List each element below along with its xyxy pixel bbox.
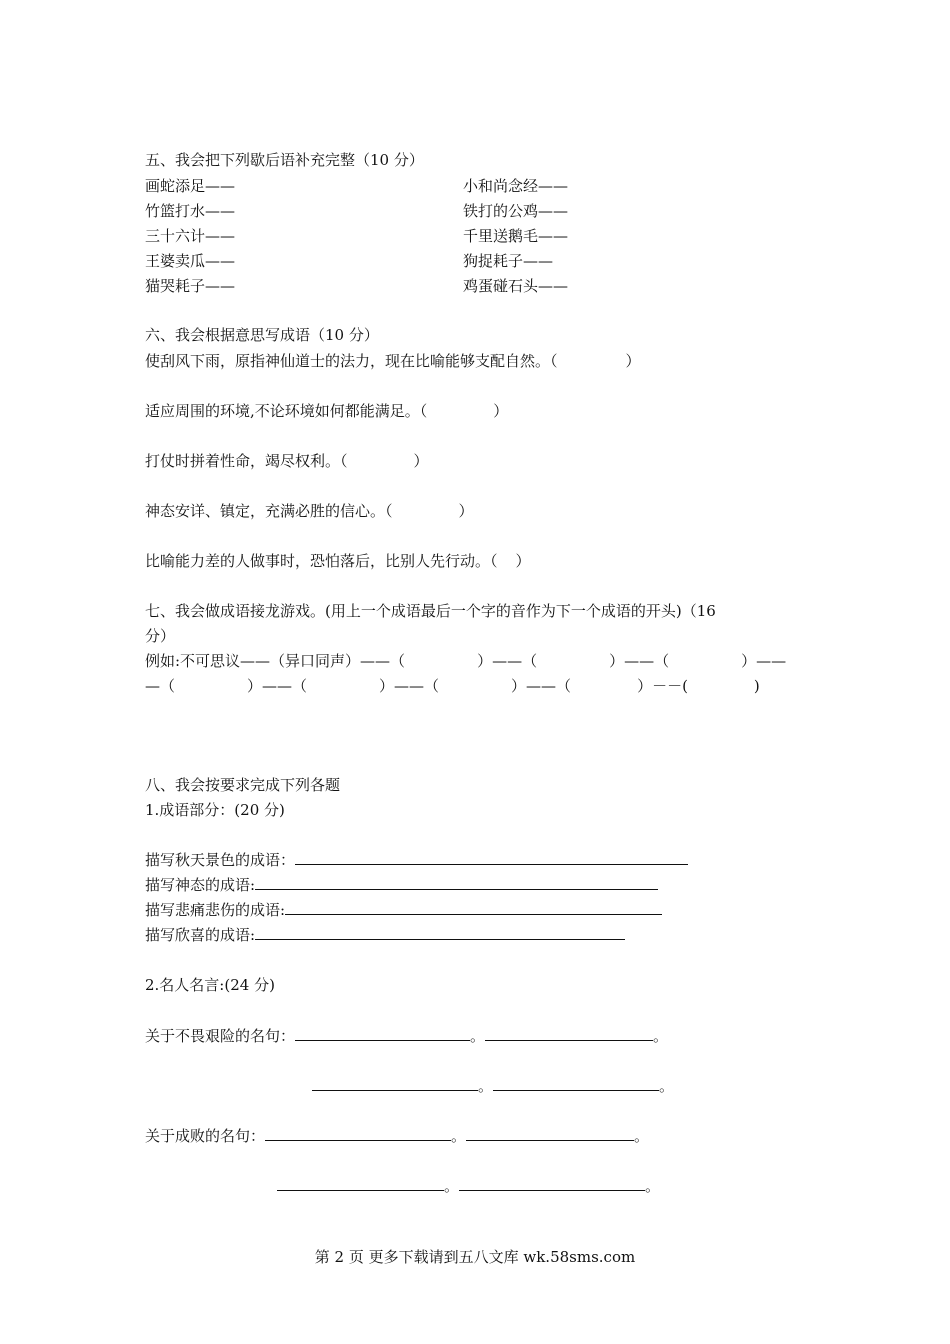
quote-hardship-line2: 。 。: [312, 1076, 674, 1096]
quote-success-line1: 关于成败的名句： 。 。: [145, 1127, 650, 1145]
answer-line[interactable]: [277, 1176, 444, 1191]
xiehouyu-right-4: 狗捉耗子——: [463, 252, 554, 270]
answer-line[interactable]: [295, 850, 688, 865]
idiom-category-joy: 描写欣喜的成语:: [145, 925, 625, 945]
section6-title: 六、我会根据意思写成语（10 分）: [145, 326, 379, 344]
quote-hardship-line1: 关于不畏艰险的名句： 。 。: [145, 1027, 669, 1045]
answer-line[interactable]: [459, 1176, 645, 1191]
idiom-meaning-2: 适应周围的环境,不论环境如何都能满足。（ ）: [145, 402, 509, 420]
idiom-category-autumn: 描写秋天景色的成语：: [145, 850, 688, 870]
section8-title: 八、我会按要求完成下列各题: [145, 776, 341, 794]
xiehouyu-right-1: 小和尚念经——: [463, 177, 569, 195]
idiom-category-expression: 描写神态的成语:: [145, 875, 658, 895]
idiom-category-sorrow: 描写悲痛悲伤的成语:: [145, 900, 662, 920]
xiehouyu-right-3: 千里送鹅毛——: [463, 227, 569, 245]
answer-line[interactable]: [255, 925, 625, 940]
answer-line[interactable]: [265, 1126, 451, 1141]
idiom-meaning-1: 使刮风下雨，原指神仙道士的法力，现在比喻能够支配自然。（ ）: [145, 352, 641, 370]
section5-title: 五、我会把下列歇后语补充完整（10 分）: [145, 151, 424, 169]
section7-title: 七、我会做成语接龙游戏。(用上一个成语最后一个字的音作为下一个成语的开头)（16: [145, 602, 716, 620]
idiom-meaning-5: 比喻能力差的人做事时，恐怕落后，比别人先行动。（ ）: [145, 552, 531, 570]
page-footer: 第 2 页 更多下载请到五八文库 wk.58sms.com: [314, 1248, 636, 1266]
answer-line[interactable]: [485, 1026, 653, 1041]
answer-line[interactable]: [255, 875, 658, 890]
answer-line[interactable]: [285, 900, 662, 915]
answer-line[interactable]: [466, 1126, 634, 1141]
idiom-chain-line2: —（ ）——（ ）——（ ）——（ ）－－( ): [145, 677, 760, 695]
idiom-meaning-3: 打仗时拼着性命，竭尽权利。（ ）: [145, 452, 429, 470]
xiehouyu-left-3: 三十六计——: [145, 227, 236, 245]
xiehouyu-right-5: 鸡蛋碰石头——: [463, 277, 569, 295]
part1-title: 1.成语部分：(20 分): [145, 801, 285, 819]
xiehouyu-right-2: 铁打的公鸡——: [463, 202, 569, 220]
xiehouyu-left-1: 画蛇添足——: [145, 177, 236, 195]
part2-title: 2.名人名言:(24 分): [145, 976, 275, 994]
xiehouyu-left-2: 竹篮打水——: [145, 202, 236, 220]
xiehouyu-left-5: 猫哭耗子——: [145, 277, 236, 295]
quote-success-line2: 。 。: [277, 1176, 660, 1196]
answer-line[interactable]: [493, 1076, 659, 1091]
idiom-meaning-4: 神态安详、镇定，充满必胜的信心。（ ）: [145, 502, 474, 520]
section7-title-cont: 分）: [145, 627, 176, 645]
xiehouyu-left-4: 王婆卖瓜——: [145, 252, 236, 270]
answer-line[interactable]: [295, 1026, 470, 1041]
idiom-chain-line1: 例如:不可思议——（异口同声）——（ ）——（ ）——（ ）——: [145, 652, 787, 670]
answer-line[interactable]: [312, 1076, 478, 1091]
